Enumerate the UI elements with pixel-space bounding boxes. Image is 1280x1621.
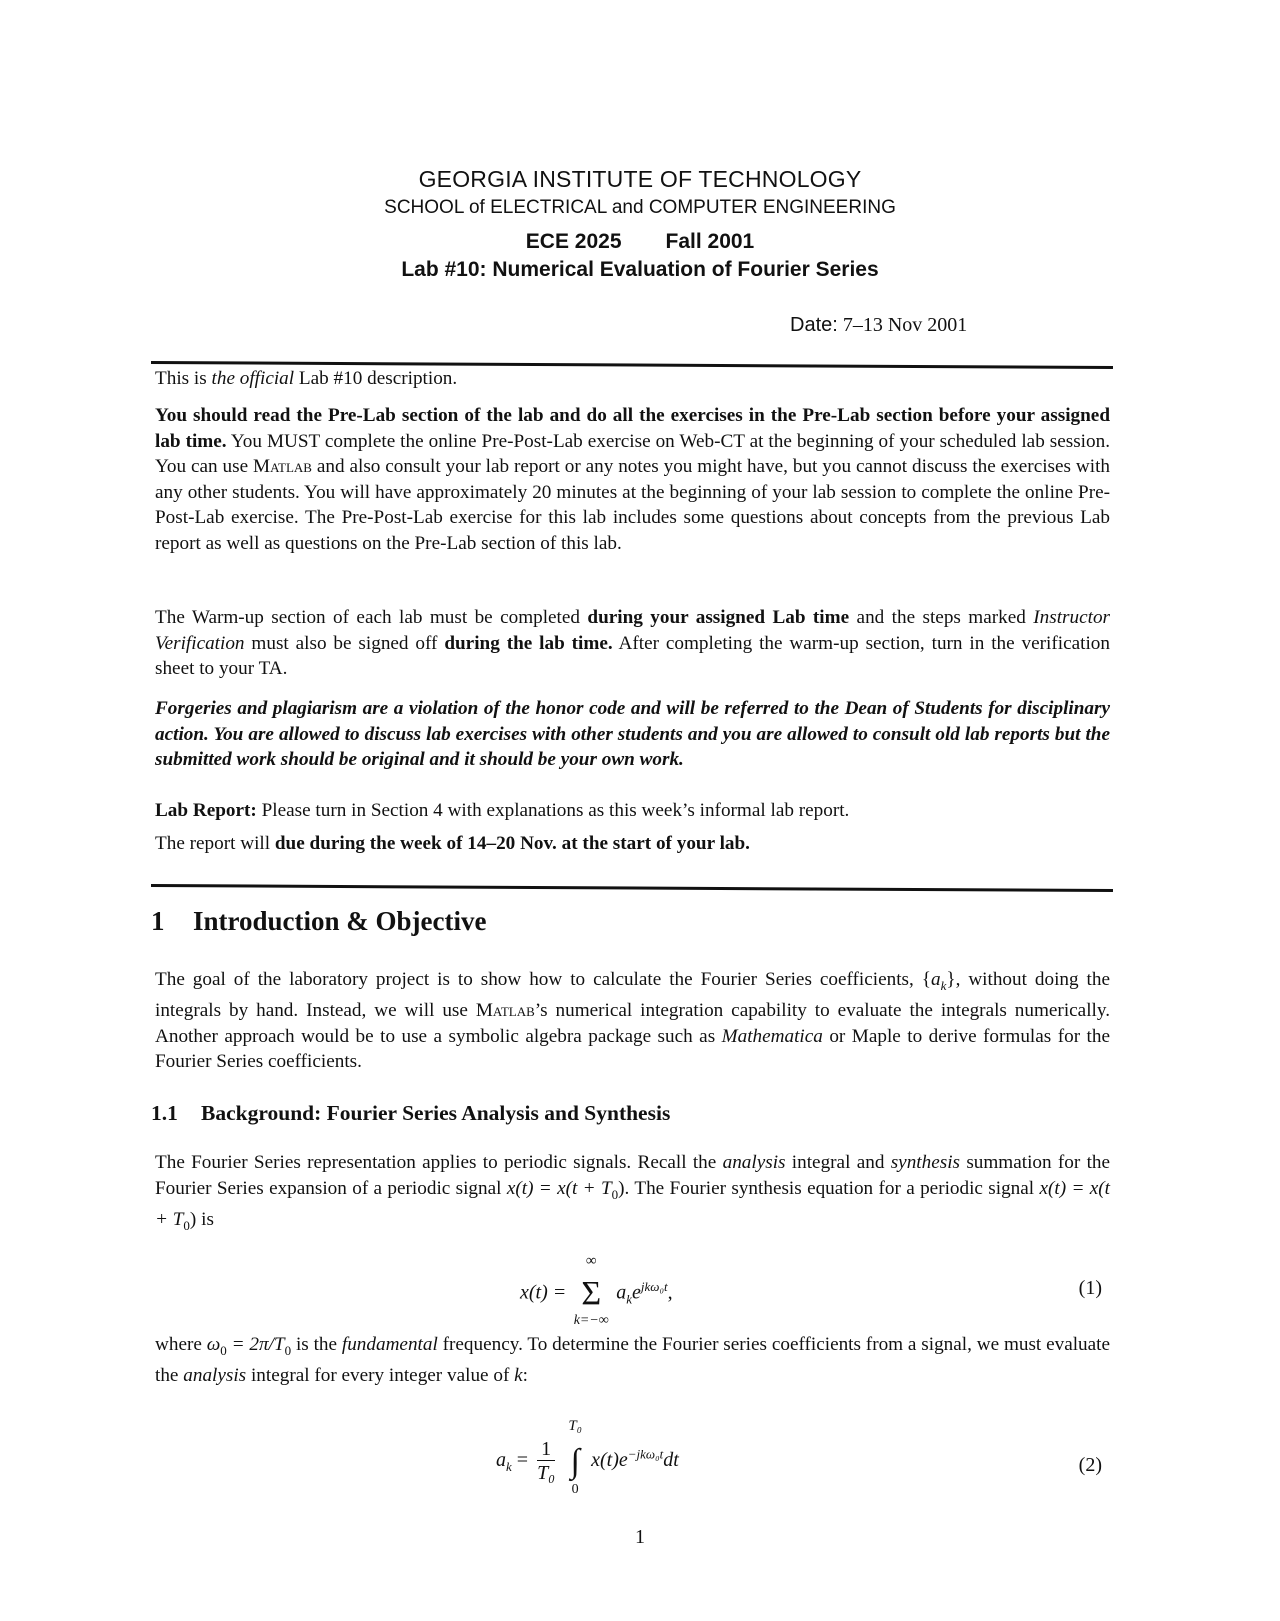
eq2-denominator: T₀ xyxy=(537,1462,556,1484)
honor-code-text: Forgeries and plagiarism are a violation of the honor code and will be referred to the Dean of Students for disciplinary action. You are allowed to discuss lab exercises with other students and you are allowed to consult old lab reports but the submitted work should be original and it should be your own work. xyxy=(155,698,1110,770)
prelab-text-2: and also consult your lab report or any notes you might have, but you cannot discuss the exercises with any other students. You will have approximately 20 minutes at the beginning of your lab session to complete the online Pre-Post-Lab exercise. The Pre-Post-Lab exercise for this lab includes some questions about concepts from the previous Lab report as well as questions on the Pre-Lab section of this lab. xyxy=(155,456,1110,554)
warmup-bold-1: during your assigned Lab time xyxy=(587,607,850,628)
due-text: The report will xyxy=(155,833,275,854)
official-text-emphasis: the official xyxy=(211,368,295,389)
eq2-lhs: a xyxy=(496,1449,506,1472)
bg-text-1: The Fourier Series representation applies to periodic signals. Recall the xyxy=(155,1152,723,1173)
eq1-coefficient: a xyxy=(616,1281,627,1304)
where-k: k xyxy=(514,1365,523,1387)
page-number: 1 xyxy=(635,1526,645,1548)
date-label: Date: xyxy=(790,314,838,336)
eq2-equals: = xyxy=(511,1449,534,1472)
where-text-4: integral for every integer value of xyxy=(246,1365,515,1387)
official-description-paragraph xyxy=(155,366,1110,392)
bottom-horizontal-rule xyxy=(151,884,1113,892)
lab-date xyxy=(790,314,967,337)
eq1-exp-base: e xyxy=(632,1281,641,1304)
bg-text-2: integral and xyxy=(785,1152,891,1173)
bg-math-2-close: ) xyxy=(189,1208,197,1230)
where-em-fundamental: fundamental xyxy=(341,1334,438,1355)
analysis-equation xyxy=(496,1417,679,1497)
institution-name: GEORGIA INSTITUTE OF TECHNOLOGY xyxy=(418,166,862,192)
eq2-integrand: x(t)e xyxy=(591,1449,628,1472)
where-text-5: : xyxy=(522,1365,529,1387)
integral-lower-limit: 0 xyxy=(571,1481,579,1497)
eq2-fraction xyxy=(537,1438,555,1485)
eq2-numerator: 1 xyxy=(537,1438,555,1461)
section-1-heading xyxy=(151,906,486,937)
introduction-paragraph xyxy=(155,967,1110,1075)
bg-em-synthesis: synthesis xyxy=(890,1152,961,1173)
prelab-text-1: You MUST complete the online Pre-Post-Lab exercise on Web-CT at the beginning of your scheduled lab session. You can use xyxy=(155,430,1110,477)
eq2-lhs-sub: k xyxy=(506,1459,512,1475)
intro-text-4: or Maple to derive formulas for the Fourier Series coefficients. xyxy=(155,1025,1110,1073)
synthesis-equation xyxy=(520,1253,673,1328)
instructor-verification-text: Instructor Verification xyxy=(155,607,1110,654)
lab-report-label: Lab Report: xyxy=(155,800,257,821)
intro-matlab-name: Matlab xyxy=(475,1000,535,1022)
intro-text-3: ’s numerical integration capability to evaluate the integrals numerically. Another approach would be to use a symbolic algebra package such as xyxy=(155,1000,1110,1047)
bg-text-5: is xyxy=(196,1208,214,1230)
section-1-number: 1 xyxy=(151,906,165,936)
bg-math-1-sub: 0 xyxy=(611,1186,619,1202)
where-text-1: where xyxy=(155,1334,207,1355)
school-name: SCHOOL of ELECTRICAL and COMPUTER ENGINEERING xyxy=(384,197,896,218)
intro-text-2: }, without doing the integrals by hand. Instead, we will use xyxy=(155,969,1110,1022)
equation-2-number: (2) xyxy=(1078,1454,1102,1476)
eq1-exponent: jkω₀t xyxy=(640,1278,668,1294)
eq2-dt: dt xyxy=(663,1449,679,1472)
course-term: Fall 2001 xyxy=(665,230,755,253)
section-1-1-heading xyxy=(151,1101,670,1126)
warmup-paragraph xyxy=(155,605,1110,682)
warmup-text-3: must also be signed off xyxy=(244,632,445,654)
where-text-2: is the xyxy=(291,1334,342,1355)
intro-math-k: k xyxy=(940,977,947,993)
eq1-coefficient-sub: k xyxy=(626,1291,633,1307)
matlab-name: Matlab xyxy=(253,456,312,477)
where-equation: = 2π/T xyxy=(226,1334,285,1355)
sum-lower-limit: k=−∞ xyxy=(573,1313,609,1328)
section-1-1-number: 1.1 xyxy=(151,1101,178,1125)
due-bold-text: due during the week of 14–20 Nov. at the start of your lab. xyxy=(274,833,750,854)
equation-1 xyxy=(0,1245,1280,1328)
due-date-paragraph xyxy=(155,831,1110,857)
official-text-post: Lab #10 description. xyxy=(294,368,458,389)
where-omega: ω xyxy=(206,1334,221,1355)
fundamental-frequency-paragraph xyxy=(155,1332,1110,1389)
bg-math-2-sub: 0 xyxy=(183,1217,190,1233)
prelab-bold-text: You should read the Pre-Lab section of the lab and do all the exercises in the Pre-Lab section before your assigned lab time. xyxy=(155,405,1110,452)
bg-text-3: summation for the Fourier Series expansion of a periodic signal xyxy=(155,1152,1111,1199)
warmup-text-1: The Warm-up section of each lab must be completed xyxy=(155,607,588,628)
bg-text-4: . The Fourier synthesis equation for a periodic signal xyxy=(624,1177,1040,1199)
background-paragraph xyxy=(155,1150,1110,1238)
equation-2 xyxy=(0,1410,1280,1510)
intro-math-a: a xyxy=(930,969,941,990)
equation-1-number: (1) xyxy=(1078,1277,1102,1299)
bg-math-2: x(t) = x(t + T xyxy=(155,1177,1110,1230)
lab-report-text: Please turn in Section 4 with explanations as this week’s informal lab report. xyxy=(256,800,850,821)
sum-upper-limit: ∞ xyxy=(585,1253,597,1269)
section-1-title: Introduction & Objective xyxy=(193,906,487,936)
summation-symbol: ∞ Σ k=−∞ xyxy=(571,1277,611,1311)
where-omega-sub: 0 xyxy=(220,1342,227,1358)
official-text-pre: This is xyxy=(155,368,212,389)
bg-math-1-close: ) xyxy=(618,1177,625,1199)
honor-code-paragraph xyxy=(155,696,1110,773)
where-em-analysis: analysis xyxy=(183,1365,247,1387)
eq1-comma: , xyxy=(667,1281,673,1304)
mathematica-name: Mathematica xyxy=(721,1025,823,1047)
course-line xyxy=(0,230,1280,254)
warmup-text-2: and the steps marked xyxy=(849,607,1034,628)
eq2-exponent: −jkω₀t xyxy=(627,1446,664,1462)
intro-text-1: The goal of the laboratory project is to show how to calculate the Fourier Series coefficients, { xyxy=(155,969,931,990)
prelab-paragraph xyxy=(155,403,1110,556)
section-1-1-title: Background: Fourier Series Analysis and Synthesis xyxy=(201,1101,671,1125)
bg-math-1: x(t) = x(t + T xyxy=(506,1177,612,1199)
warmup-text-4: After completing the warm-up section, turn in the verification sheet to your TA. xyxy=(155,632,1110,679)
where-text-3: frequency. To determine the Fourier series coefficients from a signal, we must evaluate the xyxy=(155,1334,1111,1387)
lab-report-paragraph xyxy=(155,798,1110,824)
bg-em-analysis: analysis xyxy=(722,1152,786,1173)
warmup-bold-2: during the lab time. xyxy=(444,632,613,654)
integral-upper-limit: T₀ xyxy=(568,1417,582,1434)
course-code: ECE 2025 xyxy=(525,230,622,253)
eq1-lhs: x(t) = xyxy=(520,1281,572,1304)
integral-symbol: T₀ ∫ 0 xyxy=(564,1442,586,1482)
where-T-sub: 0 xyxy=(284,1342,292,1358)
lab-title: Lab #10: Numerical Evaluation of Fourier Series xyxy=(401,258,879,281)
date-value: 7–13 Nov 2001 xyxy=(842,314,968,336)
